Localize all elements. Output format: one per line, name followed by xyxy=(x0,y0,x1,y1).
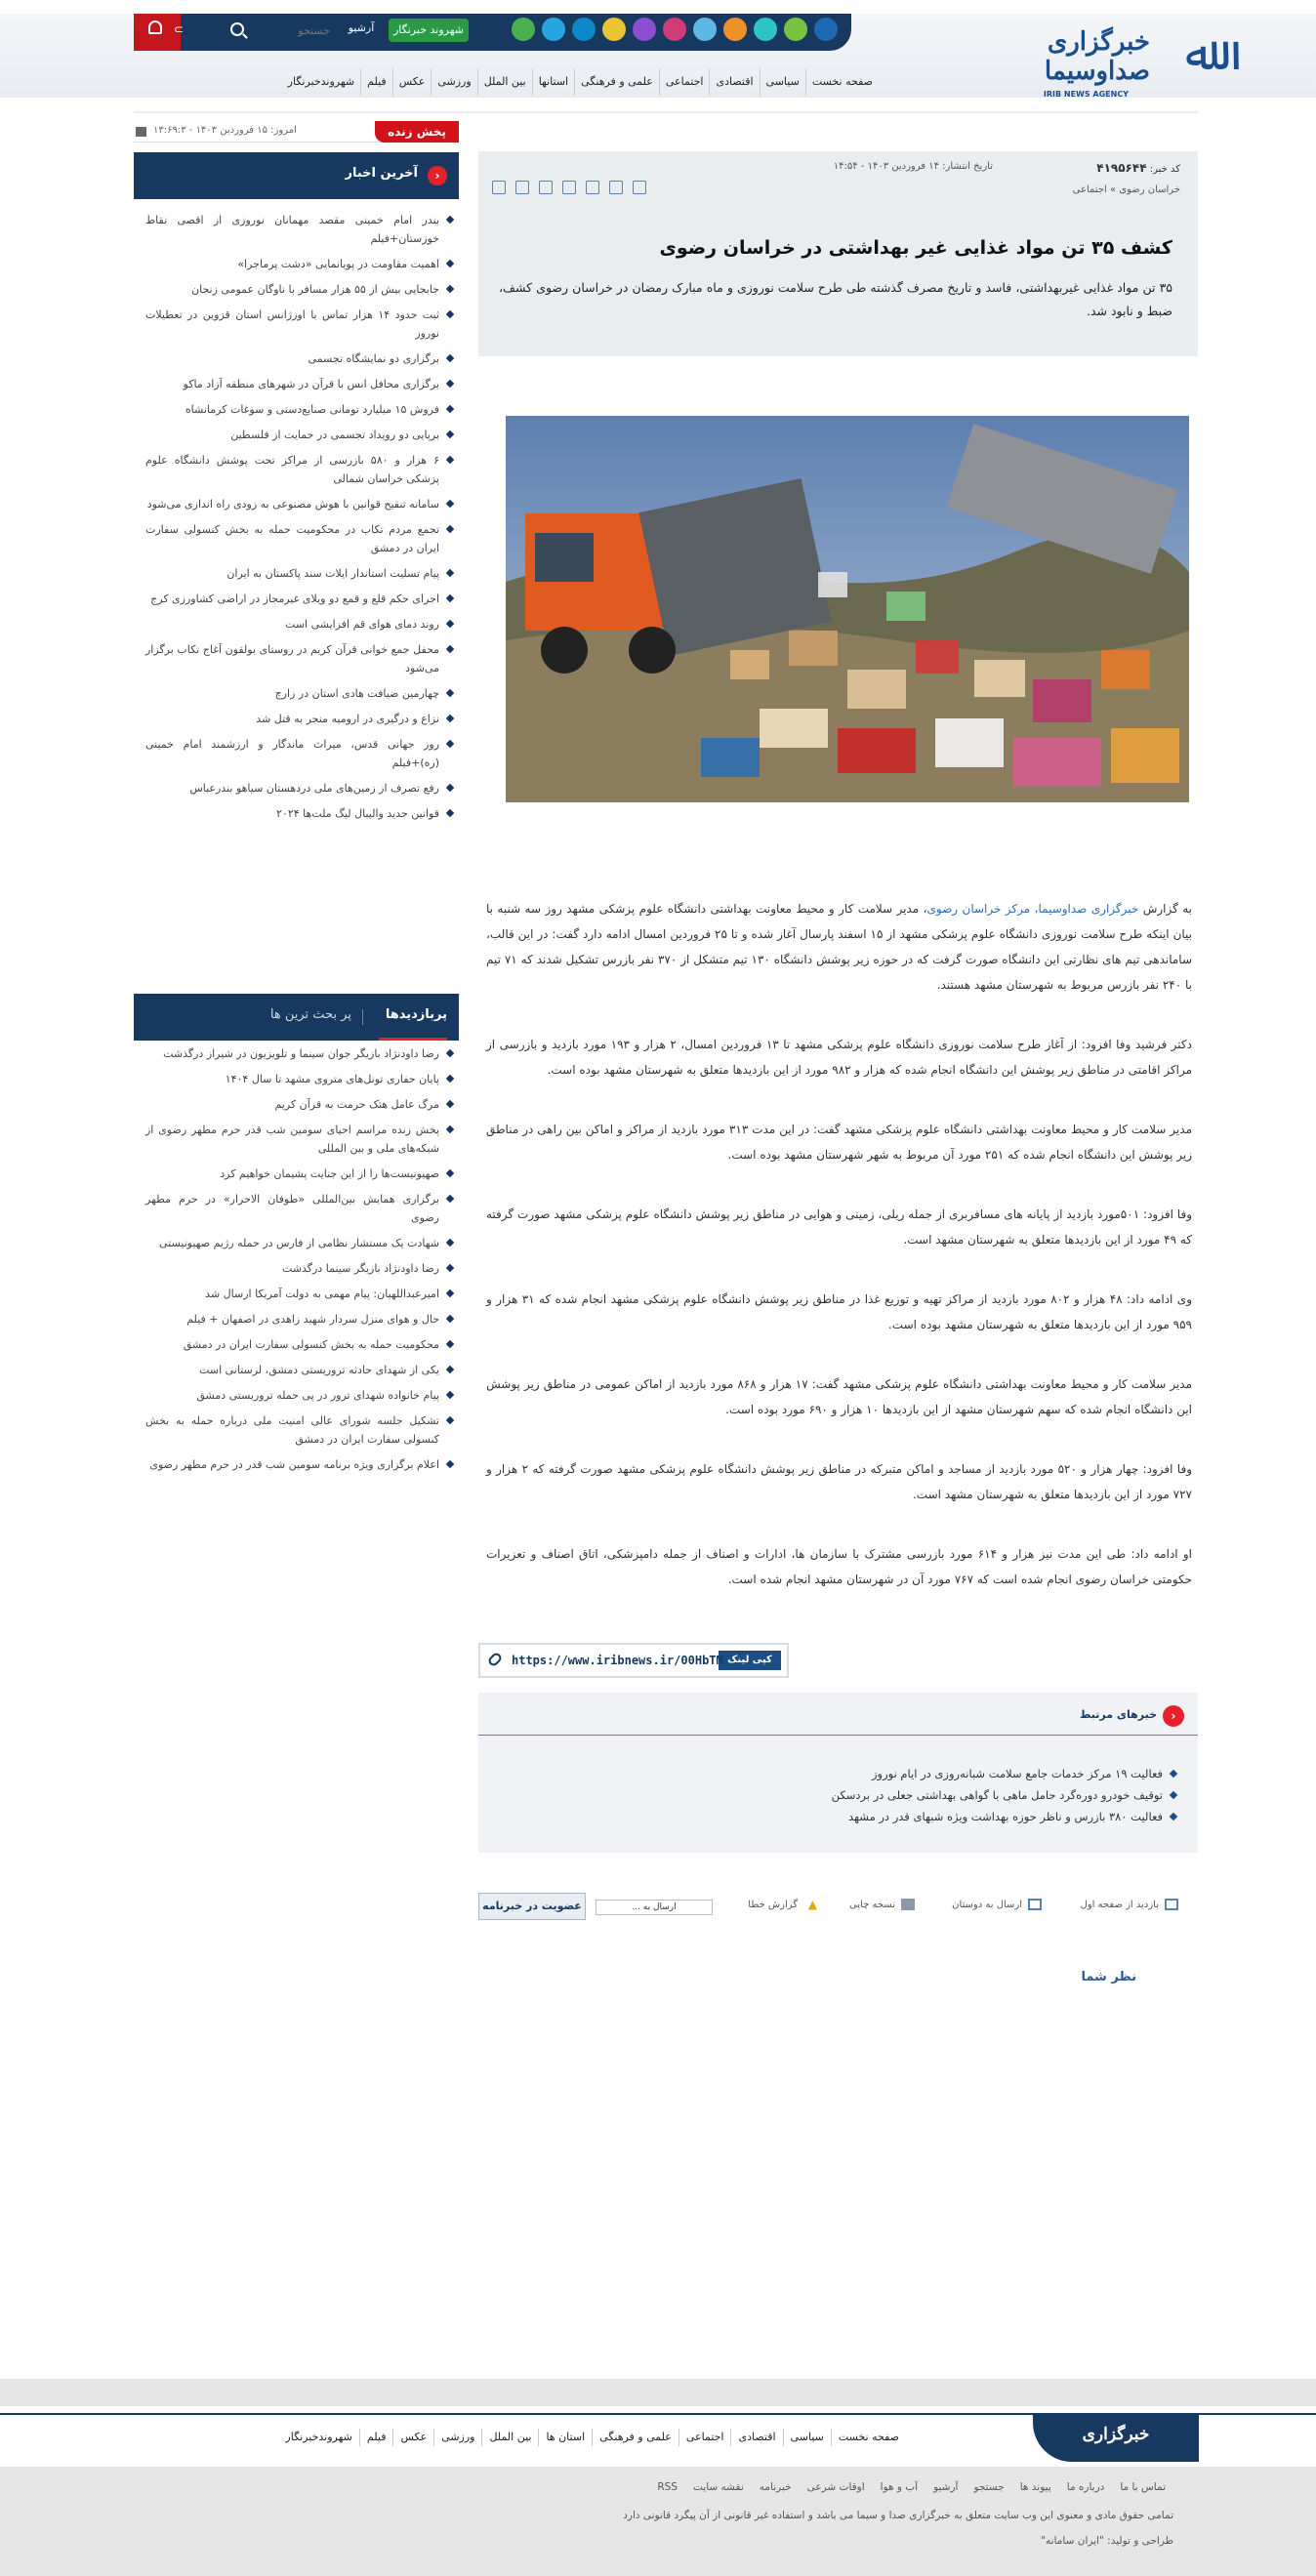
footer-menu-item[interactable]: استان ها xyxy=(538,2429,592,2446)
list-item[interactable]: سامانه تنقیح قوانین با هوش مصنوعی به زودی راه اندازی می‌شود xyxy=(134,495,459,513)
search-icon[interactable] xyxy=(230,22,244,36)
menu-item[interactable]: استانها xyxy=(532,68,574,96)
app-icon[interactable] xyxy=(572,18,596,41)
footer-link[interactable]: آب و هوا xyxy=(880,2481,919,2493)
related-title: خبرهای مرتبط xyxy=(1080,1708,1157,1721)
list-item[interactable]: پخش زنده مراسم احیای سومین شب قدر حرم مطهر رضوی از شبکه‌های ملی و بین المللی xyxy=(134,1121,459,1158)
popular-header xyxy=(134,994,459,1041)
dump-truck-image xyxy=(506,416,1189,802)
paragraph: به گزارش خبرگزاری صداوسیما، مرکز خراسان رضوی، مدیر سلامت کار و محیط معاونت بهداشتی دانشگاه علوم پزشکی مشهد روز سه شنبه با بیان اینکه طرح سلامت نوروزی دانشگاه علوم پزشکی مشهد از ۱۵ اسفند پارسال آغاز شده و تا ۲۵ فروردین امسال ادامه دارد گفت: در این قالب، ساماندهی تیم های نظارتی این دانشگاه صورت گرفت که در حوزه زیر پوشش دانشگاه ۱۳۰ تیم متشکل از ۳۷۰ نفر بازرس تشکیل شدند که ۷۱ تیم با ۲۴۰ نفر بازرس مربوط به شهرستان مشهد هستند. xyxy=(486,902,1193,992)
list-item[interactable]: ثبت حدود ۱۴ هزار تماس با اورژانس استان قزوین در تعطیلات نوروز xyxy=(134,306,459,343)
newsletter-button[interactable]: عضویت در خبرنامه xyxy=(478,1893,586,1920)
list-item[interactable]: قوانین جدید والیبال لیگ ملت‌ها ۲۰۲۴ xyxy=(134,804,459,823)
footer-link[interactable]: پیوند ها xyxy=(1019,2481,1051,2493)
live-tv-button[interactable]: پخش زنده xyxy=(375,121,459,143)
list-item[interactable]: رضا داودنژاد بازیگر جوان سینما و تلویزیون در شیراز درگذشت xyxy=(134,1044,459,1063)
send-to-friends-link[interactable]: ارسال به دوستان xyxy=(952,1899,1042,1910)
active-tab-underline xyxy=(379,1038,447,1041)
list-item[interactable]: برگزاری همایش بین‌المللی «طوفان الاحرار» در حرم مطهر رضوی xyxy=(134,1190,459,1227)
list-item[interactable]: اهمیت مقاومت در پویانمایی «دشت پرماجرا» xyxy=(134,255,459,273)
breadcrumb[interactable]: خراسان رضوی » اجتماعی xyxy=(1072,184,1180,195)
footer-gap xyxy=(0,2379,1316,2406)
design-credit: طراحی و تولید: "ایران سامانه" xyxy=(1041,2535,1173,2547)
search-input[interactable] xyxy=(252,20,330,41)
article-lead: ۳۵ تن مواد غذایی غیربهداشتی، فاسد و تاریخ مصرف گذشته طی طرح سلامت نوروزی و ماه مبارک رمضان در خراسان رضوی کشف، ضبط و نابود شد. xyxy=(499,280,1172,318)
list-item[interactable]: نزاع و درگیری در اروميه منجر به قتل شد xyxy=(134,710,459,728)
list-item[interactable]: برگزاری محافل انس با قرآن در شهرهای منطقه آزاد ماکو xyxy=(134,375,459,393)
main-menu xyxy=(234,68,879,96)
list-item[interactable]: تشکیل جلسه شورای عالی امنیت ملی درباره حمله به بخش کنسولی سفارت ایران در دمشق xyxy=(134,1411,459,1449)
site-logo[interactable] xyxy=(955,23,1238,102)
citizen-reporter-button[interactable]: شهروند خبرنگار xyxy=(389,19,469,42)
home-icon xyxy=(1165,1899,1178,1910)
related-item[interactable]: فعالیت ۳۸۰ بازرس و ناظر حوزه بهداشت ویژه شبهای قدر در مشهد xyxy=(832,1806,1180,1827)
related-item[interactable]: توقیف خودرو دوره‌گرد حامل ماهی با گواهی بهداشتی جعلی در بردسکن xyxy=(832,1784,1180,1806)
source-link[interactable]: خبرگزاری صداوسیما، مرکز خراسان رضوی xyxy=(926,902,1139,916)
footer-menu-item[interactable]: ورزشی xyxy=(433,2429,481,2446)
article-tools xyxy=(492,181,646,194)
chevron-left-icon[interactable]: ‹ xyxy=(1163,1705,1184,1727)
list-item[interactable]: روند دمای هوای قم افزایشی است xyxy=(134,615,459,634)
paragraph: دکتر فرشید وفا افزود: از آغاز طرح سلامت نوروزی دانشگاه علوم پزشکی مشهد تا ۱۳ فروردین امسال، ۲ هزار و ۱۹۳ مورد بازدید و بازرسی از مراکز اقامتی در مناطق زیر پوشش این دانشگاه انجام شده که هزار و ۹۸۲ مورد از این بازدیدها متعلق به شهرستان مشهد بوده است. xyxy=(486,1038,1192,1077)
footer-bottom xyxy=(0,2467,1316,2576)
list-item[interactable]: مرگ عامل هتک حرمت به قرآن کریم xyxy=(134,1095,459,1114)
save-icon[interactable] xyxy=(586,181,599,194)
list-item[interactable]: تجمع مردم تکاب در محکومیت حمله به بخش کنسولی سفارت ایران در دمشق xyxy=(134,520,459,557)
print-icon[interactable] xyxy=(633,181,646,194)
paragraph: مدیر سلامت کار و محیط معاونت بهداشتی دانشگاه علوم پزشکی مشهد گفت: در این مدت ۳۱۳ مورد بازدید از مراکز و اماکن بین راهی در مناطق زیر پوشش این دانشگاه انجام شده که ۲۵۱ مورد آن مربوط به شهر شهرستان مشهد بوده است. xyxy=(486,1123,1192,1162)
footer-menu-item[interactable]: علمی و فرهنگی xyxy=(592,2429,679,2446)
list-item[interactable]: پایان حفاری تونل‌های متروی مشهد تا سال ۱۴۰۴ xyxy=(134,1070,459,1088)
footer-links xyxy=(649,2481,1173,2493)
footer-menu-item[interactable]: شهروندخبرنگار xyxy=(285,2431,352,2443)
list-item[interactable]: برپایی دو رویداد تجسمی در حمایت از فلسطین xyxy=(134,426,459,444)
app-icon[interactable] xyxy=(784,18,807,41)
publish-date: تاریخ انتشار: ۱۴ فروردین ۱۴۰۳ - ۱۴:۵۴ xyxy=(833,161,993,172)
home-visit-link[interactable]: بازدید از صفحه اول xyxy=(1080,1899,1178,1910)
app-icon[interactable] xyxy=(754,18,777,41)
footer-link[interactable]: جستجو xyxy=(973,2481,1005,2493)
footer-link[interactable]: خبرنامه xyxy=(759,2481,792,2493)
list-item[interactable]: حال و هوای منزل سردار شهید زاهدی در اصفهان + فیلم xyxy=(134,1310,459,1329)
latest-news-title: آخرین اخبار xyxy=(345,166,418,181)
footer-link[interactable]: اوقات شرعی xyxy=(806,2481,865,2493)
list-item[interactable]: جابجایی بیش از ۵۵ هزار مسافر با ناوگان عمومی زنجان xyxy=(134,280,459,299)
menu-item[interactable]: ورزشی xyxy=(431,68,476,96)
calendar-icon xyxy=(136,127,146,137)
related-news xyxy=(478,1693,1198,1853)
list-item[interactable]: صهیونیست‌ها را از این جنایت پشیمان خواهیم کرد xyxy=(134,1165,459,1183)
font-decrease-icon[interactable] xyxy=(562,181,576,194)
app-icon[interactable] xyxy=(693,18,717,41)
footer-menu-item[interactable]: سیاسی xyxy=(783,2429,831,2446)
latest-news-list xyxy=(134,211,459,830)
list-item[interactable]: پیام خانواده شهدای ترور در پی حمله تروریستی دمشق xyxy=(134,1386,459,1405)
list-item[interactable]: محفل جمع خوانی قرآن کریم در روستای بولقون آغاج تکاب برگزار می‌شود xyxy=(134,640,459,677)
footer-link[interactable]: درباره ما xyxy=(1066,2481,1105,2493)
article-actions xyxy=(478,1891,1198,1922)
paragraph: وفا افزود: ۵۰۱مورد بازدید از پایانه های مسافربری از جمله ریلی، زمینی و هوایی در مناطق زیر پوشش دانشگاه علوم پزشکی مشهد صورت گرفته که ۴۹ مورد از این بازدیدها متعلق به شهرستان مشهد است. xyxy=(486,1207,1192,1247)
comments-title: نظر شما xyxy=(1081,1970,1136,1984)
related-list xyxy=(832,1763,1180,1827)
menu-item[interactable]: سیاسی xyxy=(760,68,805,96)
list-item[interactable]: محکومیت حمله به بخش کنسولی سفارت ایران در دمشق xyxy=(134,1335,459,1354)
report-error-link[interactable]: ▲گزارش خطا xyxy=(748,1898,817,1911)
app-icon[interactable] xyxy=(542,18,565,41)
menu-item[interactable]: اجتماعی xyxy=(659,68,710,96)
copyright: تمامی حقوق مادی و معنوی این وب سایت متعلق به خبرگزاری صدا و سیما می باشد و استفاده غیر قانونی از آن پیگرد قانونی دارد xyxy=(623,2510,1173,2521)
archive-link[interactable]: آرشیو xyxy=(348,21,375,34)
lock-icon[interactable] xyxy=(148,20,162,34)
news-code: کد خبر: ۴۱۹۵۶۴۴ xyxy=(1096,161,1180,175)
copy-link-button[interactable]: کپی لینک xyxy=(719,1651,781,1670)
menu-item[interactable]: اقتصادی xyxy=(709,68,759,96)
share-button[interactable]: ارسال به ... xyxy=(596,1900,713,1915)
menu-item[interactable]: صفحه نخست xyxy=(805,68,879,96)
footer-menu-item[interactable]: عکس xyxy=(392,2429,433,2446)
app-icon[interactable] xyxy=(602,18,626,41)
tab-separator xyxy=(362,1009,363,1025)
email-icon[interactable] xyxy=(609,181,623,194)
footer-logo[interactable]: خبرگزاری xyxy=(1033,2415,1199,2462)
tab-most-viewed[interactable]: پربازدیدها xyxy=(385,1007,447,1022)
brand-english: IRIB NEWS AGENCY xyxy=(1043,90,1129,99)
app-icons xyxy=(512,18,838,41)
brand-name: خبرگزاری صداوسیما xyxy=(1044,27,1150,86)
menu-item[interactable]: عکس xyxy=(392,68,432,96)
footer-menu-item[interactable]: بین الملل xyxy=(481,2429,538,2446)
list-item[interactable]: اعلام برگزاری ویژه برنامه سومین شب قدر در حرم مطهر رضوی xyxy=(134,1455,459,1474)
top-header xyxy=(0,0,1316,111)
article-title: کشف ۳۵ تن مواد غذایی غیر بهداشتی در خراسان رضوی xyxy=(659,237,1172,259)
print-version-link[interactable]: نسخه چاپی xyxy=(849,1899,915,1910)
menu-item[interactable]: شهروندخبرنگار xyxy=(287,75,355,88)
list-item[interactable]: بندر امام خمینی مقصد مهمانان نوروزی از اقصی نقاط خوزستان+فیلم xyxy=(134,211,459,248)
menu-item[interactable]: بین الملل xyxy=(477,68,532,96)
popular-news-list xyxy=(134,1044,459,1481)
app-icon[interactable] xyxy=(633,18,656,41)
app-icon[interactable] xyxy=(512,18,535,41)
short-link-url[interactable]: https://www.iribnews.ir/00HbTM xyxy=(512,1654,723,1667)
divider xyxy=(134,111,1198,113)
app-icon[interactable] xyxy=(814,18,838,41)
latest-news-header xyxy=(134,152,459,199)
printer-icon xyxy=(901,1899,915,1910)
footer-menu-item[interactable]: فیلم xyxy=(359,2429,393,2446)
app-icon[interactable] xyxy=(723,18,747,41)
tab-most-discussed[interactable]: پر بحث ترین ها xyxy=(269,1007,351,1022)
list-item[interactable]: یکی از شهدای حادثه تروریستی دمشق، لرستانی است xyxy=(134,1361,459,1379)
related-item[interactable]: فعالیت ۱۹ مرکز خدمات جامع سلامت شبانه‌روزی در ایام نوروز xyxy=(832,1763,1180,1784)
list-item[interactable]: برگزاری دو نمایشگاه تجسمی xyxy=(134,349,459,368)
chevron-left-icon[interactable]: ‹ xyxy=(428,166,447,185)
list-item[interactable]: اجرای حکم قلع و قمع دو ویلای غیرمجاز در اراضی کشاورزی کرج xyxy=(134,590,459,608)
envelope-icon xyxy=(1028,1899,1042,1910)
list-item[interactable]: چهارمین ضیافت هادی استان در زارچ xyxy=(134,684,459,703)
warning-icon: ▲ xyxy=(807,1898,817,1911)
paragraph: وی ادامه داد: ۴۸ هزار و ۸۰۲ مورد بازدید از مراکز تهیه و توزیع غذا در مناطق زیر پوشش دانشگاه علوم پزشکی مشهد انجام شده که ۳۱ هزار و ۹۵۹ مورد از این بازدیدها متعلق به شهرستان مشهد بوده است. xyxy=(486,1292,1192,1331)
related-header xyxy=(478,1693,1198,1736)
list-item[interactable]: پیام تسلیت استاندار ایلات سند پاکستان به ایران xyxy=(134,564,459,583)
font-increase-icon[interactable] xyxy=(492,181,506,194)
footer-menu-item[interactable]: اجتماعی xyxy=(679,2429,731,2446)
live-bar xyxy=(134,121,459,143)
menu-item[interactable]: فیلم xyxy=(360,68,392,96)
short-link-box xyxy=(478,1643,789,1678)
list-item[interactable]: ۶ هزار و ۵۸۰ بازرسی از مراکز تحت پوشش دانشگاه علوم پزشکی خراسان شمالی xyxy=(134,451,459,488)
footer-menu xyxy=(278,2429,906,2446)
link-icon xyxy=(487,1652,504,1668)
article-body xyxy=(486,896,1192,1626)
today-date: امروز: ۱۵ فروردین ۱۴۰۳ - ۱۳:۶۹:۳ xyxy=(153,125,297,136)
rss-icon[interactable]: ⊃ xyxy=(174,22,185,36)
paragraph: مدیر سلامت کار و محیط معاونت بهداشتی دانشگاه علوم پزشکی مشهد گفت: ۱۷ هزار و ۸۶۸ مورد بازدید از اماکن عمومی در مناطق زیر پوشش این دانشگاه انجام شده که سهم شهرستان مشهد از این بازدیدها ۱۰ هزار و ۶۹۰ مورد بوده است. xyxy=(486,1377,1193,1416)
footer-menu-item[interactable]: اقتصادی xyxy=(730,2429,782,2446)
list-item[interactable]: شهادت یک مستشار نظامی از فارس در حمله رژیم صهیونیستی xyxy=(134,1234,459,1252)
footer-link[interactable]: RSS xyxy=(657,2481,678,2493)
footer-menu-item[interactable]: صفحه نخست xyxy=(831,2429,906,2446)
chevron-down-icon[interactable] xyxy=(515,181,529,194)
menu-item[interactable]: علمی و فرهنگی xyxy=(574,68,659,96)
app-icon[interactable] xyxy=(663,18,686,41)
list-item[interactable]: فروش ۱۵ میلیارد تومانی صنایع‌دستی و سوغات کرمانشاه xyxy=(134,400,459,419)
footer-link[interactable]: تماس با ما xyxy=(1120,2481,1166,2493)
list-item[interactable]: روز جهانی قدس، میراث ماندگار و ارزشمند امام خمینی (ره)+فیلم xyxy=(134,735,459,772)
article-header xyxy=(478,151,1198,356)
list-item[interactable]: رفع تصرف از زمین‌های ملی دردهستان سیاهو بندرعباس xyxy=(134,779,459,797)
irib-emblem-icon: ﷲ xyxy=(1184,26,1213,81)
footer-link[interactable]: آرشیو xyxy=(933,2481,959,2493)
article-photo[interactable] xyxy=(506,416,1189,802)
paragraph: وفا افزود: چهار هزار و ۵۲۰ مورد بازدید از مساجد و اماکن متبرکه در مناطق زیر پوشش دانشگاه علوم پزشکی مشهد صورت گرفته که ۲ هزار و ۷۲۷ مورد از این بازدیدها متعلق به شهرستان مشهد است. xyxy=(486,1462,1192,1501)
list-item[interactable]: امیرعبداللهیان: پیام مهمی به دولت آمریکا ارسال شد xyxy=(134,1285,459,1303)
list-item[interactable]: رضا داودنژاد بازیگر سینما درگذشت xyxy=(134,1259,459,1278)
footer-link[interactable]: نقشه سایت xyxy=(692,2481,744,2493)
chevron-down-icon[interactable] xyxy=(539,181,553,194)
paragraph: او ادامه داد: طی این مدت نیز هزار و ۶۱۴ مورد بازرسی مشترک با سازمان ها، ادارات و اصناف از جمله دامپزشکی، اتاق اصناف و تعزیرات حکومتی خراسان رضوی انجام شده است که ۷۶۷ مورد آن در شهرستان مشهد انجام شده است. xyxy=(486,1547,1192,1586)
